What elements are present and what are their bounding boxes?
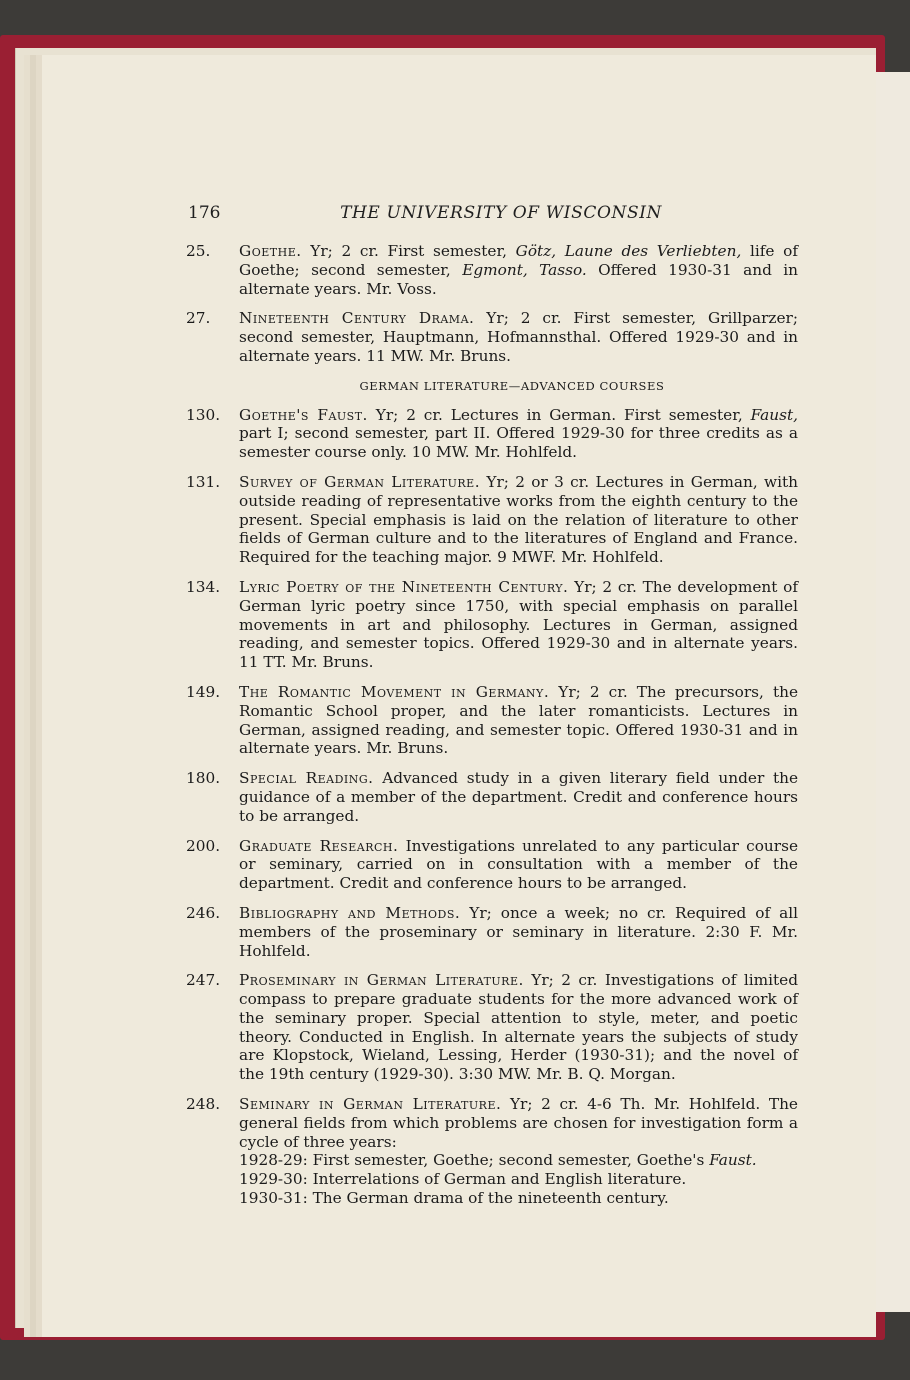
course-description: Proseminary in German Literature. Yr; 2 cr. Investigations of limited compass to prepare graduate students for the more advanced work of the seminary proper. Special attention to style, meter, and poetic theory. Conducted in English. In alternate years the subjects of study are Klopstock, Wieland, Lessing, Herder (1930-31); and the novel of the 19th century (1929-30). 3:30 MW. Mr. B. Q. Morgan. bbox=[239, 971, 798, 1084]
course-title: Nineteenth Century Drama. bbox=[239, 309, 475, 328]
course-description: Nineteenth Century Drama. Yr; 2 cr. First semester, Grillparzer; second semester, Hauptmann, Hofmannsthal. Offered 1929-30 and in alternate years. 11 MW. Mr. Bruns. bbox=[239, 309, 798, 365]
course-number: 131. bbox=[186, 472, 221, 491]
work-title: Faust, bbox=[750, 405, 798, 424]
course-description: Special Reading. Advanced study in a given literary field under the guidance of a member of the department. Credit and conference hours to be arranged. bbox=[239, 769, 799, 825]
course-description: Lyric Poetry of the Nineteenth Century. Yr; 2 cr. The development of German lyric poetry since 1750, with special emphasis on parallel movements in art and philosophy. Lectures in German, assigned reading, and semester topics. Offered 1929-30 and in alternate years. 11 TT. Mr. Bruns. bbox=[239, 577, 798, 672]
course-title: Survey of German Literature. bbox=[239, 472, 481, 491]
course-entry bbox=[186, 473, 798, 567]
course-number: 248. bbox=[186, 1095, 221, 1114]
course-title: Goethe's Faust. bbox=[239, 405, 368, 424]
course-entry bbox=[186, 904, 798, 960]
course-description: Graduate Research. Investigations unrelated to any particular course or seminary, carried on in consultation with a member of the department. Credit and conference hours to be arranged. bbox=[239, 836, 798, 893]
course-title: Goethe. bbox=[239, 242, 302, 260]
course-entry bbox=[186, 309, 798, 365]
course-title: Proseminary in German Literature. bbox=[239, 971, 524, 990]
course-entry bbox=[186, 971, 798, 1084]
work-title: Egmont, Tasso. bbox=[462, 260, 587, 279]
course-number: 247. bbox=[186, 971, 221, 990]
course-entry bbox=[186, 1095, 798, 1208]
schedule-line: 1930-31: The German drama of the nineteenth century. bbox=[239, 1189, 669, 1208]
course-number: 200. bbox=[186, 836, 221, 855]
course-title: The Romantic Movement in Germany. bbox=[239, 682, 550, 701]
course-number: 180. bbox=[186, 769, 221, 788]
page-number: 176 bbox=[188, 203, 221, 223]
running-header bbox=[188, 203, 662, 229]
course-entry bbox=[186, 769, 798, 825]
course-number: 25. bbox=[186, 242, 211, 260]
course-title: Lyric Poetry of the Nineteenth Century. bbox=[239, 577, 569, 596]
course-entry bbox=[186, 578, 798, 672]
course-number: 246. bbox=[186, 903, 221, 922]
running-title: THE UNIVERSITY OF WISCONSIN bbox=[340, 203, 662, 223]
schedule-line: 1928-29: First semester, Goethe; second semester, Goethe's Faust. bbox=[239, 1151, 757, 1170]
schedule-line: 1929-30: Interrelations of German and English literature. bbox=[239, 1170, 687, 1189]
course-description: Bibliography and Methods. Yr; once a week; no cr. Required of all members of the proseminary or seminary in literature. 2:30 F. Mr. Hohlfeld. bbox=[239, 903, 798, 960]
facing-page-edge bbox=[875, 72, 910, 1312]
course-title: Graduate Research. bbox=[239, 836, 399, 855]
course-number: 27. bbox=[186, 309, 211, 328]
course-entry bbox=[186, 242, 798, 298]
course-description: Seminary in German Literature. Yr; 2 cr. 4-6 Th. Mr. Hohlfeld. The general fields from which problems are chosen for investigation form a cycle of three years: bbox=[239, 1095, 798, 1151]
section-heading: GERMAN LITERATURE—ADVANCED COURSES bbox=[359, 378, 665, 393]
course-description: Goethe. Yr; 2 cr. First semester, Götz, Laune des Verliebten, life of Goethe; second semester, Egmont, Tasso. Offered 1930-31 and in alternate years. Mr. Voss. bbox=[239, 242, 798, 298]
course-title: Special Reading. bbox=[239, 769, 374, 788]
course-entry bbox=[186, 683, 798, 758]
course-number: 134. bbox=[186, 577, 221, 596]
course-description: The Romantic Movement in Germany. Yr; 2 cr. The precursors, the Romantic School proper, and the later romanticists. Lectures in German, assigned reading, and semester topic. Offered 1930-31 and in alternate years. Mr. Bruns. bbox=[239, 682, 798, 758]
course-number: 130. bbox=[186, 405, 221, 424]
course-description: Survey of German Literature. Yr; 2 or 3 cr. Lectures in German, with outside reading of representative works from the eighth century to the present. Special emphasis is laid on the relation of literature to other fields of German culture and to the literatures of England and France. Required for the teaching major. 9 MWF. Mr. Hohlfeld. bbox=[239, 472, 798, 567]
course-description: Goethe's Faust. Yr; 2 cr. Lectures in German. First semester, Faust, part I; second semester, part II. Offered 1929-30 for three credits as a semester course only. 10 MW. Mr. Hohlfeld. bbox=[239, 405, 798, 462]
work-title: Faust. bbox=[709, 1151, 757, 1170]
course-listing bbox=[186, 242, 798, 1219]
work-title: Götz, Laune des Verliebten, bbox=[515, 242, 742, 260]
course-entry bbox=[186, 406, 798, 462]
course-entry bbox=[186, 837, 798, 893]
course-number: 149. bbox=[186, 682, 221, 701]
course-title: Bibliography and Methods. bbox=[239, 903, 461, 922]
course-title: Seminary in German Literature. bbox=[239, 1095, 502, 1114]
